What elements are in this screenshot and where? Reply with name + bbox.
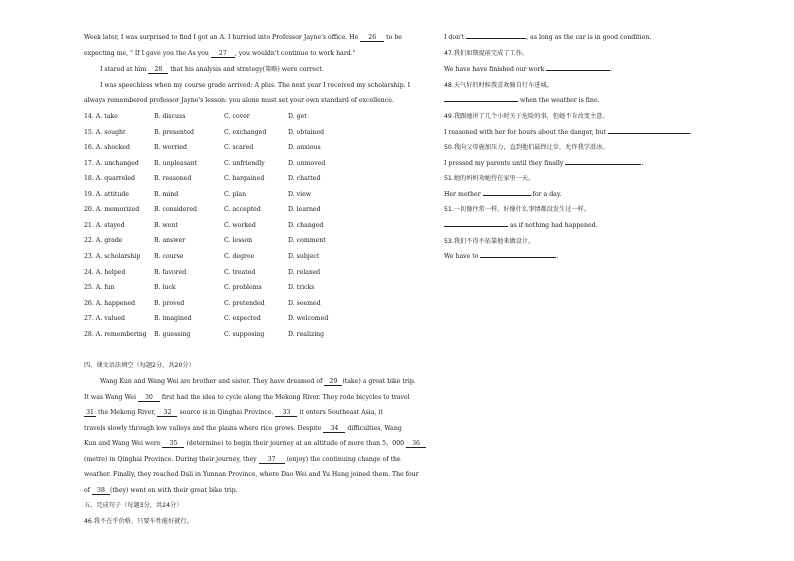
answer-text: as if nothing had happened. [509,222,598,229]
option-b[interactable]: B. considered [154,206,198,213]
question-47: 47.我们如期提前完成了工作。 [444,50,529,57]
answer-blank-48[interactable] [444,101,518,102]
answer-line: We have to . [444,253,559,260]
blank-28[interactable]: 28 [148,67,168,74]
blank-29[interactable]: 29 [324,379,342,386]
question-49: 49.我跟她讲了几个小时关于危险的事，但她不肯改变主意。 [444,113,609,120]
blank-31[interactable]: 31 [84,410,96,417]
blank-33[interactable]: 33 [275,410,297,417]
option-c[interactable]: C. accepted [224,206,261,213]
answer-line: I reasoned with her for hours about the danger, but . [444,129,692,136]
passage-text: (take) a great bike trip. [342,378,416,385]
section-five-heading: 五、完成句子（每题3分，共24分） [84,502,183,509]
option-a[interactable]: 16. A. shocked [84,144,130,151]
option-c[interactable]: C. lesson [224,237,253,244]
answer-text: , as long as the car is in good condition. [526,34,652,41]
option-a[interactable]: 19. A. attitude [84,191,129,198]
option-b[interactable]: B. went [154,222,178,229]
passage-line [84,51,356,58]
option-a[interactable]: 21. A. stayed [84,222,125,229]
passage-line [84,441,426,448]
option-a[interactable]: 27. A. valued [84,315,125,322]
option-a[interactable]: 17. A. unchanged [84,160,139,167]
blank-26[interactable]: 26 [360,35,384,42]
option-d[interactable]: D. get [288,113,307,120]
passage-text: to be [386,34,402,41]
option-a[interactable]: 28. A. remembering [84,331,147,338]
option-b[interactable]: B. worried [154,144,188,151]
passage-text: the Mekong River, [97,409,156,416]
passage-text: Wang Kun and Wang Wei are brother and sister. They have dreamed of [100,378,323,385]
passage-line: weather. Finally, they reached Dali in Yunnan Province, where Dao Wei and Yu Hang joined them. The four [84,471,419,478]
answer-text: We have have finished our work [444,66,545,73]
passage-text: (metre) in Qinghai Province. During their journey, they [84,456,257,463]
answer-blank-51[interactable] [483,195,531,196]
option-d[interactable]: D. comment [288,237,326,244]
answer-blank-53[interactable] [480,257,556,258]
answer-blank-46[interactable] [466,38,526,39]
option-c[interactable]: C. bargained [224,175,265,182]
option-d[interactable]: D. subject [288,253,320,260]
passage-text: (they) went on with their great bike trip. [109,487,238,494]
blank-27[interactable]: 27 [211,51,235,58]
option-c[interactable]: C. worked [224,222,256,229]
option-d[interactable]: D. view [288,191,312,198]
option-c[interactable]: C. exchanged [224,129,267,136]
answer-text: I reasoned with her for hours about the danger, but [444,129,607,136]
passage-line: I was speechless when my course grade arrived: A plus. The next year I received my scholarship. I [100,82,411,89]
option-b[interactable]: B. reasoned [154,175,192,182]
option-a[interactable]: 20. A. memorized [84,206,140,213]
option-b[interactable]: B. proved [154,300,185,307]
option-b[interactable]: B. answer [154,237,186,244]
blank-35[interactable]: 35 [162,441,184,448]
blank-37[interactable]: 37 [259,457,285,464]
answer-text: for a day. [532,191,562,198]
option-b[interactable]: B. discuss [154,113,186,120]
passage-text: it enters Southeast Asia, it [299,409,383,416]
passage-line [84,457,401,464]
passage-text: , you wouldn't continue to work hard." [234,50,356,57]
answer-line: I pressed my parents until they finally . [444,160,644,167]
answer-blank-52[interactable] [444,226,508,227]
option-b[interactable]: B. course [154,253,184,260]
passage-text: Week later, I was surprised to find I got an A. I hurried into Professor Jayne's office. He [84,34,359,41]
question-51: 51.她的妈妈劝她待在家里一天。 [444,175,535,182]
option-d[interactable]: D. relaxed [288,269,321,276]
passage-line [100,67,324,74]
answer-blank-47[interactable] [546,70,610,71]
answer-text: Her mother [444,191,481,198]
blank-36[interactable]: 36 [406,441,426,448]
passage-line [84,410,383,417]
option-b[interactable]: B. imagined [154,315,192,322]
option-c[interactable]: C. degree [224,253,255,260]
option-a[interactable]: 14. A. take [84,113,118,120]
option-d[interactable]: D. chatted [288,175,321,182]
option-d[interactable]: D. changed [288,222,324,229]
question-46: 46.我不在乎价格，只要车性能好就行。 [84,518,193,525]
option-a[interactable]: 22. A. grade [84,237,123,244]
passage-line [84,35,402,42]
passage-text: source is in Qinghai Province. [179,409,274,416]
passage-line: always remembered professor Jayne's lesson: you alone must set your own standard of excellence. [84,97,394,104]
passage-text: I stared at him [100,66,147,73]
option-c[interactable]: C. unfriendly [224,160,265,167]
answer-line [444,35,651,41]
section-four-heading: 四、课文语法填空（每题2分，共20分） [84,362,195,369]
passage-line [84,488,238,495]
passage-text: (determine) to begin their journey at an altitude of more than 5，000 [186,440,405,447]
answer-line [444,98,600,104]
option-c[interactable]: C. treated [224,269,256,276]
option-b[interactable]: B. guessing [154,331,191,338]
answer-line: We have have finished our work . [444,66,613,73]
option-c[interactable]: C. cover [224,113,250,120]
option-a[interactable]: 23. A. scholarship [84,253,141,260]
option-a[interactable]: 18. A. quarreled [84,175,136,182]
passage-text: difficulties, Wang [347,425,402,432]
option-c[interactable]: C. scared [224,144,254,151]
passage-text: of [84,487,91,494]
passage-text: Kun and Wang Wei were [84,440,161,447]
passage-line [100,379,416,386]
answer-text: I pressed my parents until they finally [444,160,564,167]
blank-32[interactable]: 32 [157,410,177,417]
option-c[interactable]: C. pretended [224,300,265,307]
option-c[interactable]: C. supposing [224,331,265,338]
passage-text: expecting me, " If I gave you the As you [84,50,209,57]
answer-blank-50[interactable] [565,164,641,165]
answer-text: when the weather is fine. [519,97,600,104]
option-a[interactable]: 26. A. happened [84,300,136,307]
question-52: 51.一切像往常一样，好像什么事情都没发生过一样。 [444,206,590,213]
passage-text: first had the idea to cycle along the Mekong River. They rode bicycles to travel [161,394,410,401]
option-d[interactable]: D. unmoved [288,160,326,167]
answer-line [444,223,598,229]
option-b[interactable]: B. presented [154,129,194,136]
option-d[interactable]: D. realizing [288,331,325,338]
option-b[interactable]: B. luck [154,284,176,291]
option-a[interactable]: 15. A. sought [84,129,126,136]
option-d[interactable]: D. obtained [288,129,325,136]
passage-line [84,426,402,433]
blank-38[interactable]: 38 [92,488,110,495]
option-a[interactable]: 24. A. helped [84,269,126,276]
answer-line [444,192,562,198]
option-d[interactable]: D. anxious [288,144,321,151]
answer-text: I don't [444,34,465,41]
option-b[interactable]: B. mind [154,191,179,198]
option-d[interactable]: D. tricks [288,284,315,291]
blank-30[interactable]: 30 [138,395,160,402]
passage-line [84,395,410,402]
option-a[interactable]: 25. A. fun [84,284,115,291]
option-c[interactable]: C. expected [224,315,261,322]
option-c[interactable]: C. problems [224,284,262,291]
question-50: 50.我向父母施加压力，直到他们最终让步，允许我学滑冰。 [444,144,609,151]
question-48: 48.天气好的时候我喜欢骑自行车进城。 [444,82,553,89]
passage-text: that his analysis and strategy(策略) were correct. [170,66,325,73]
option-b[interactable]: B. unpleasant [154,160,198,167]
option-d[interactable]: D. welcomed [288,315,329,322]
option-d[interactable]: D. learned [288,206,321,213]
answer-blank-49[interactable] [608,133,690,134]
passage-text: travels slowly through low valleys and the plains where rice grows. Despite [84,425,322,432]
passage-text: It was Wang Wei [84,394,136,401]
option-b[interactable]: B. favored [154,269,187,276]
blank-34[interactable]: 34 [323,426,345,433]
option-c[interactable]: C. plan [224,191,247,198]
answer-text: We have to [444,253,479,260]
passage-text: (enjoy) the continuing change of the [286,456,401,463]
option-d[interactable]: D. seemed [288,300,321,307]
question-53: 53.我们不得不依靠他来做设计。 [444,238,535,245]
